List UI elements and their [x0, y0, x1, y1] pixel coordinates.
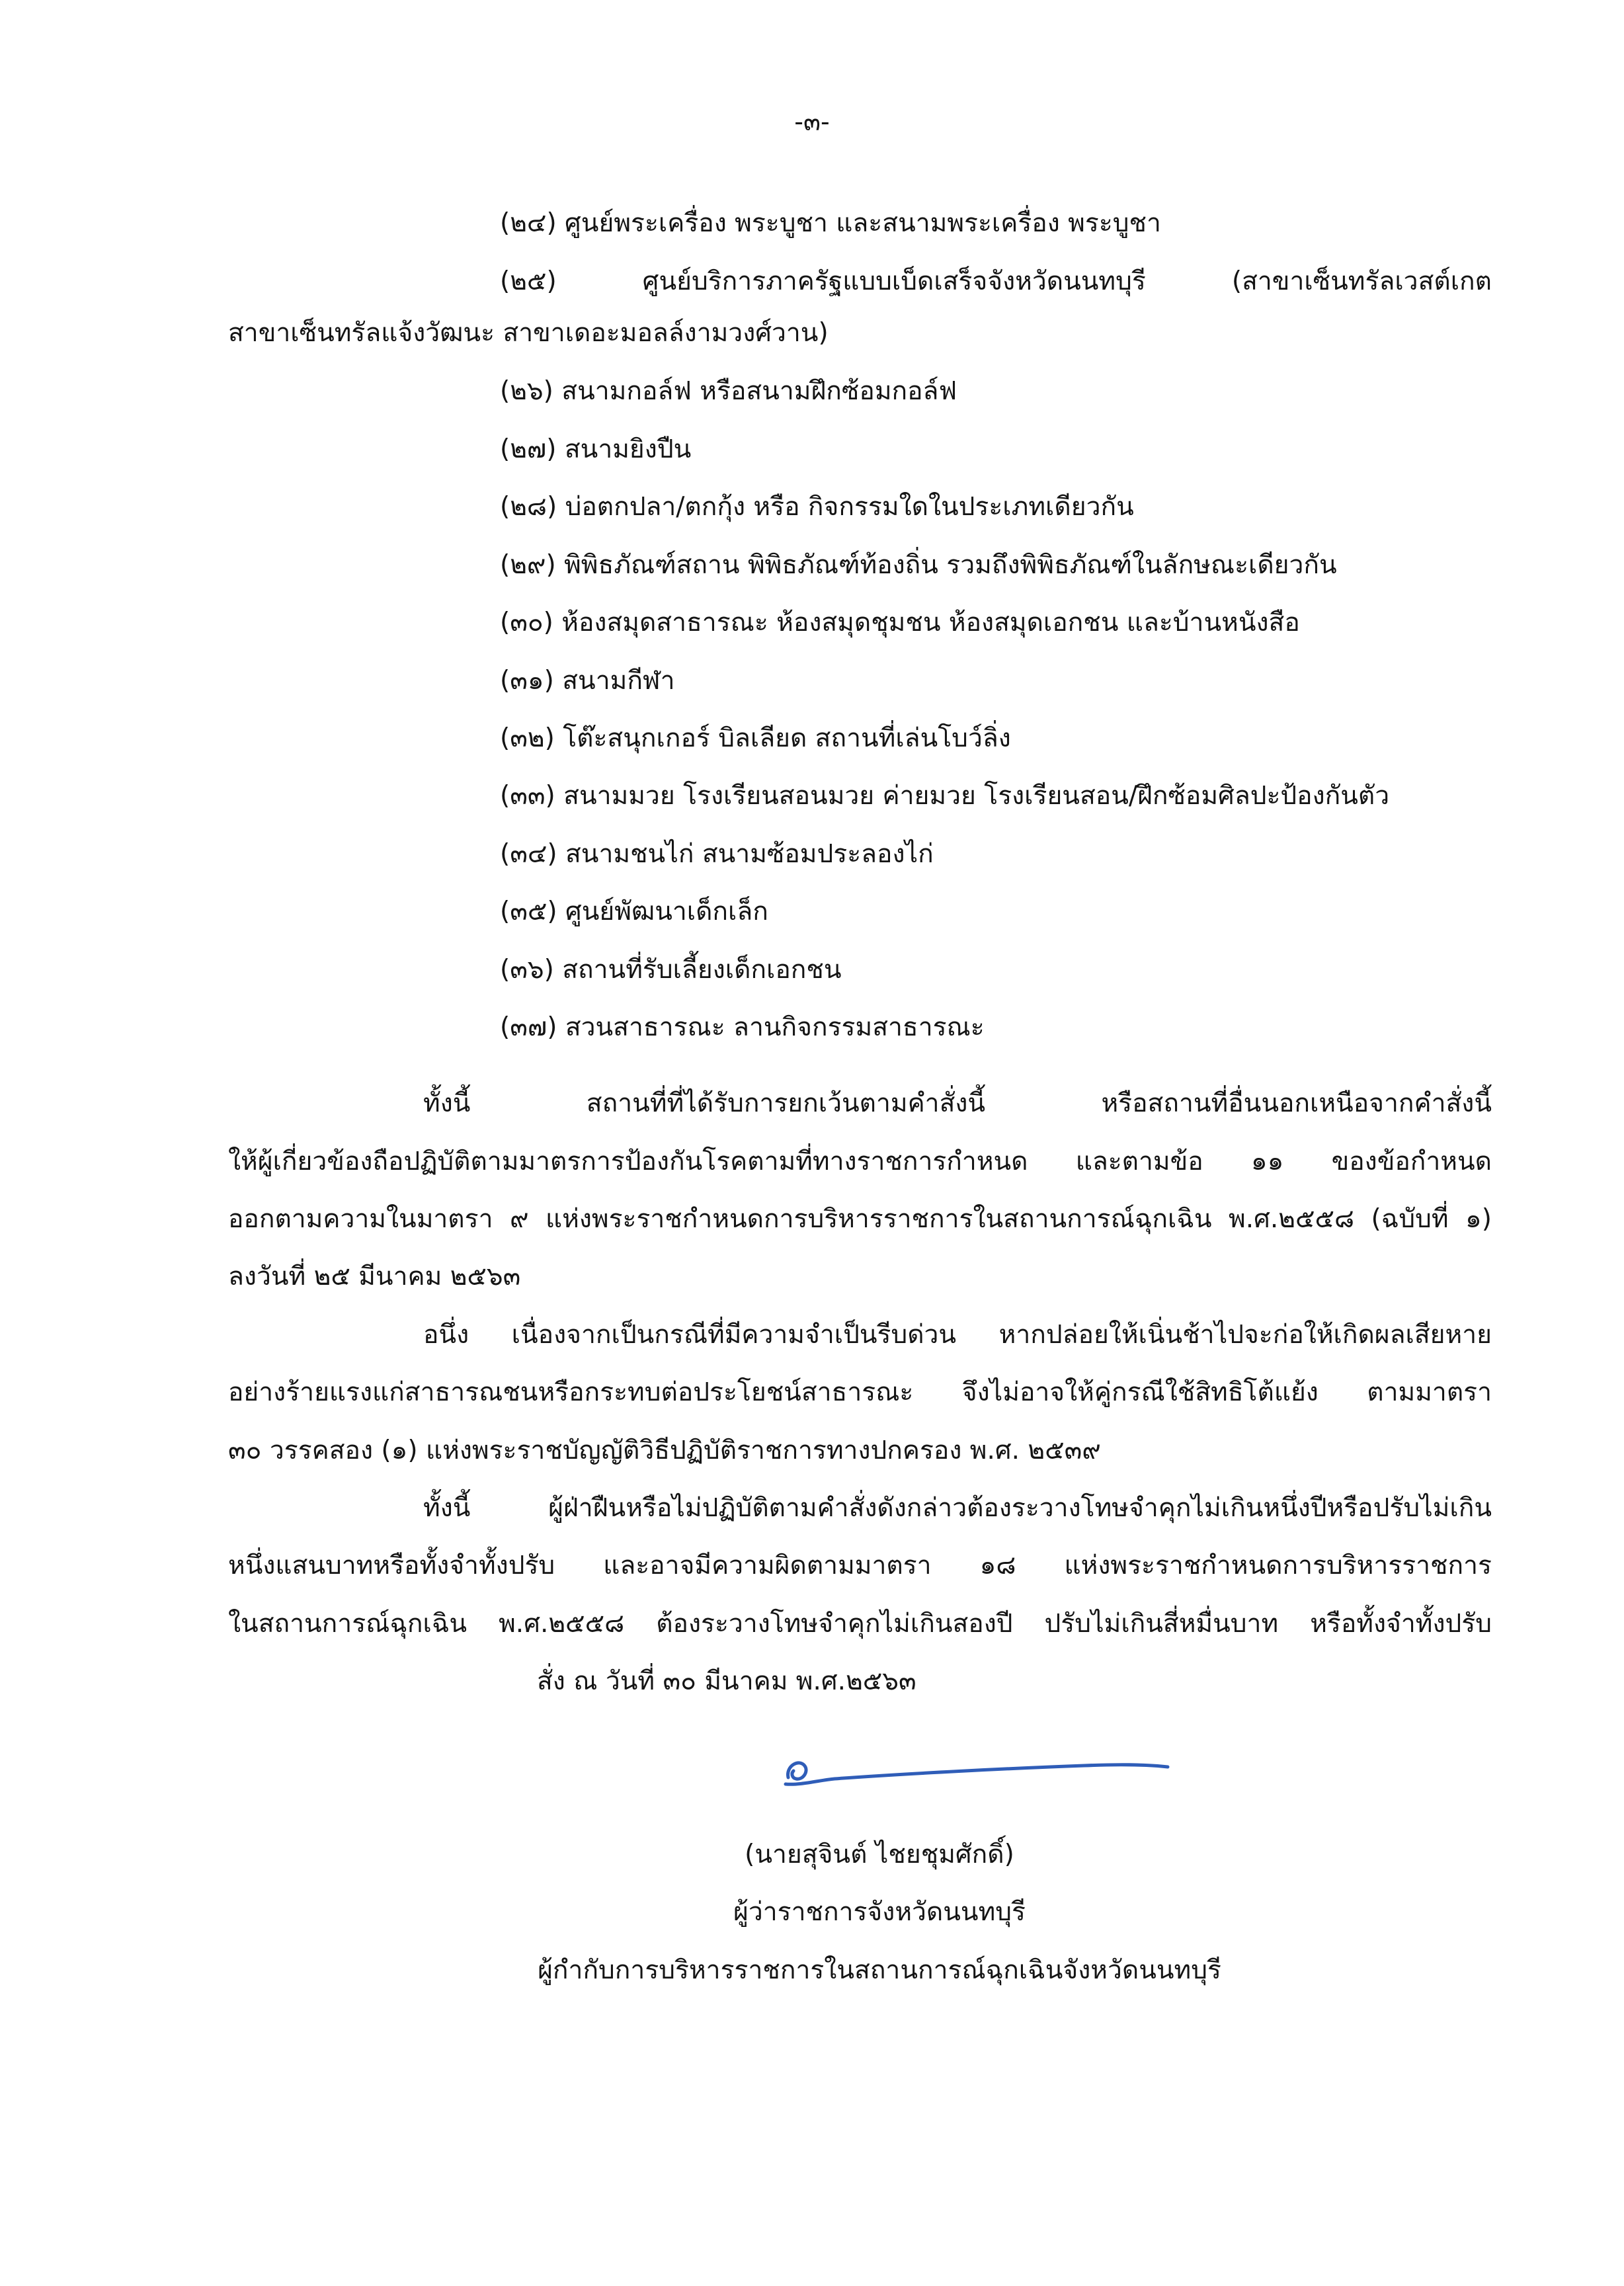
list-item: (๓๑) สนามกีฬา — [500, 666, 675, 696]
order-date: สั่ง ณ วันที่ ๓๐ มีนาคม พ.ศ.๒๕๖๓ — [537, 1666, 916, 1696]
signer-title: ผู้ว่าราชการจังหวัดนนทบุรี — [733, 1897, 1026, 1927]
list-item: (๒๙) พิพิธภัณฑ์สถาน พิพิธภัณฑ์ท้องถิ่น รวมถึงพิพิธภัณฑ์ในลักษณะเดียวกัน — [500, 550, 1337, 580]
signer-name: (นายสุจินต์ ไชยชุมศักดิ์) — [745, 1840, 1014, 1869]
paragraph-line: ทั้งนี้ ผู้ฝ่าฝืนหรือไม่ปฏิบัติตามคำสั่งดังกล่าวต้องระวางโทษจำคุกไม่เกินหนึ่งปีหรือปรับไม่เกิน — [423, 1493, 1492, 1523]
list-item: (๒๔) ศูนย์พระเครื่อง พระบูชา และสนามพระเครื่อง พระบูชา — [500, 208, 1161, 238]
list-item: (๓๕) ศูนย์พัฒนาเด็กเล็ก — [500, 897, 768, 926]
list-item: (๒๘) บ่อตกปลา/ตกกุ้ง หรือ กิจกรรมใดในประเภทเดียวกัน — [500, 492, 1134, 522]
paragraph-line: ให้ผู้เกี่ยวข้องถือปฏิบัติตามมาตรการป้องกันโรคตามที่ทางราชการกำหนด และตามข้อ ๑๑ ของข้อกำหนด — [228, 1147, 1492, 1176]
list-item: (๓๒) โต๊ะสนุกเกอร์ บิลเลียด สถานที่เล่นโบว์ลิ่ง — [500, 723, 1011, 753]
paragraph-line: ลงวันที่ ๒๕ มีนาคม ๒๕๖๓ — [228, 1262, 521, 1291]
signer-role: ผู้กำกับการบริหารราชการในสถานการณ์ฉุกเฉินจังหวัดนนทบุรี — [538, 1955, 1221, 1985]
list-item-continuation: สาขาเซ็นทรัลแจ้งวัฒนะ สาขาเดอะมอลล์งามวงศ์วาน) — [228, 318, 829, 348]
paragraph-line: อย่างร้ายแรงแก่สาธารณชนหรือกระทบต่อประโยชน์สาธารณะ จึงไม่อาจให้คู่กรณีใช้สิทธิโต้แย้ง ตามมาตรา — [228, 1377, 1492, 1407]
list-item: (๓๖) สถานที่รับเลี้ยงเด็กเอกชน — [500, 955, 842, 985]
paragraph-line: ออกตามความในมาตรา ๙ แห่งพระราชกำหนดการบริหารราชการในสถานการณ์ฉุกเฉิน พ.ศ.๒๕๕๘ (ฉบับที่ ๑) — [228, 1204, 1492, 1234]
page-number: -๓- — [794, 107, 830, 136]
list-item: (๒๕) ศูนย์บริการภาครัฐแบบเบ็ดเสร็จจังหวัดนนทบุรี (สาขาเซ็นทรัลเวสต์เกต — [500, 266, 1492, 296]
paragraph-line: ทั้งนี้ สถานที่ที่ได้รับการยกเว้นตามคำสั่งนี้ หรือสถานที่อื่นนอกเหนือจากคำสั่งนี้ — [423, 1088, 1492, 1118]
signature-image — [774, 1738, 1184, 1811]
paragraph-line: ในสถานการณ์ฉุกเฉิน พ.ศ.๒๕๕๘ ต้องระวางโทษจำคุกไม่เกินสองปี ปรับไม่เกินสี่หมื่นบาท หรือทั้งจำทั้งปรับ — [228, 1609, 1492, 1639]
list-item: (๓๔) สนามชนไก่ สนามซ้อมประลองไก่ — [500, 839, 934, 869]
paragraph-line: อนึ่ง เนื่องจากเป็นกรณีที่มีความจำเป็นรีบด่วน หากปล่อยให้เนิ่นช้าไปจะก่อให้เกิดผลเสียหาย — [423, 1320, 1492, 1350]
list-item: (๓๓) สนามมวย โรงเรียนสอนมวย ค่ายมวย โรงเรียนสอน/ฝึกซ้อมศิลปะป้องกันตัว — [500, 781, 1390, 811]
paragraph-line: หนึ่งแสนบาทหรือทั้งจำทั้งปรับ และอาจมีความผิดตามมาตรา ๑๘ แห่งพระราชกำหนดการบริหารราชการ — [228, 1551, 1492, 1580]
list-item: (๒๖) สนามกอล์ฟ หรือสนามฝึกซ้อมกอล์ฟ — [500, 376, 957, 406]
list-item: (๒๗) สนามยิงปืน — [500, 434, 692, 464]
paragraph-line: ๓๐ วรรคสอง (๑) แห่งพระราชบัญญัติวิธีปฏิบัติราชการทางปกครอง พ.ศ. ๒๕๓๙ — [228, 1436, 1101, 1465]
list-item: (๓๐) ห้องสมุดสาธารณะ ห้องสมุดชุมชน ห้องสมุดเอกชน และบ้านหนังสือ — [500, 608, 1300, 637]
list-item: (๓๗) สวนสาธารณะ ลานกิจกรรมสาธารณะ — [500, 1012, 985, 1042]
